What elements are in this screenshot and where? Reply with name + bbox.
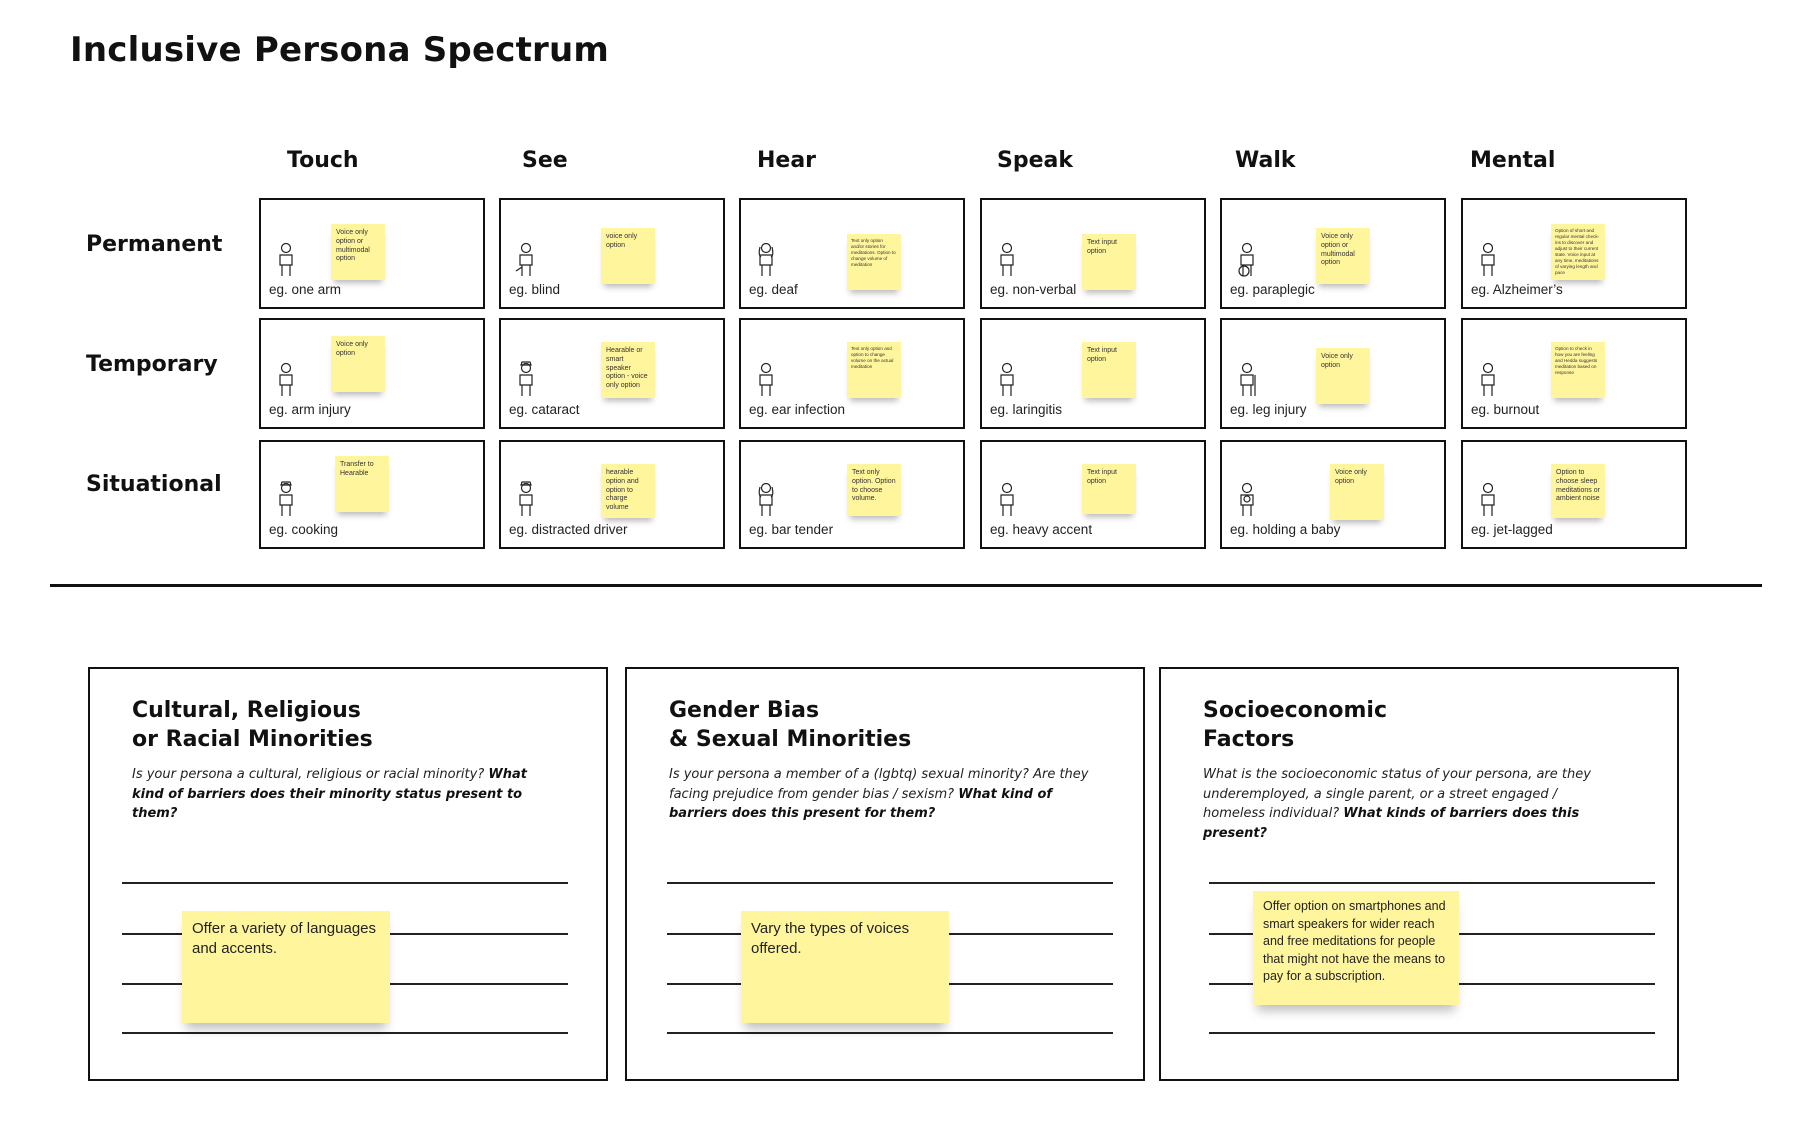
- persona-example: eg. holding a baby: [1230, 522, 1341, 537]
- panel-title-line-1: Gender Bias: [669, 698, 820, 723]
- persona-cell-situational-hear: [739, 440, 965, 549]
- persona-figure-icon: [1475, 481, 1501, 517]
- panel-title-line-2: Factors: [1203, 726, 1295, 752]
- panel-title: [1203, 697, 1643, 754]
- cultural-minorities-panel: [88, 667, 608, 1081]
- answer-line: [1209, 1032, 1655, 1034]
- gender-bias-panel: [625, 667, 1145, 1081]
- sticky-note[interactable]: hearable option and option to charge volume: [601, 464, 655, 518]
- persona-figure-icon: [273, 241, 299, 277]
- panel-title: [132, 697, 572, 754]
- column-header-touch: Touch: [287, 148, 359, 173]
- persona-cell-situational-walk: [1220, 440, 1446, 549]
- persona-example: eg. deaf: [749, 282, 798, 297]
- answer-line: [122, 1032, 568, 1034]
- sticky-note[interactable]: Voice only option: [1330, 464, 1384, 520]
- persona-example: eg. jet-lagged: [1471, 522, 1553, 537]
- persona-cell-permanent-see: [499, 198, 725, 309]
- persona-figure-icon: [273, 481, 299, 517]
- answer-line: [667, 882, 1113, 884]
- persona-cell-temporary-see: [499, 318, 725, 429]
- panel-title: [669, 697, 1109, 754]
- sticky-note[interactable]: Voice only option: [1316, 348, 1370, 404]
- persona-cell-permanent-speak: [980, 198, 1206, 309]
- row-header-situational: Situational: [86, 472, 222, 497]
- panel-prompt-question: Is your persona a cultural, religious or racial minority?: [132, 767, 485, 782]
- column-header-mental: Mental: [1470, 148, 1556, 173]
- persona-example: eg. bar tender: [749, 522, 834, 537]
- column-header-see: See: [522, 148, 568, 173]
- sticky-note[interactable]: Text input option: [1082, 234, 1136, 290]
- panel-prompt-question: What is the socioeconomic status of your persona, are they underemployed, a single parent, or a street engaged / homeless individual?: [1203, 767, 1591, 821]
- persona-cell-permanent-touch: [259, 198, 485, 309]
- persona-cell-situational-speak: [980, 440, 1206, 549]
- persona-figure-icon: [513, 361, 539, 397]
- persona-cell-permanent-walk: [1220, 198, 1446, 309]
- panel-prompt: [669, 765, 1089, 824]
- persona-figure-icon: [1475, 361, 1501, 397]
- persona-example: eg. Alzheimer’s: [1471, 282, 1563, 297]
- persona-cell-temporary-speak: [980, 318, 1206, 429]
- persona-example: eg. arm injury: [269, 402, 351, 417]
- persona-example: eg. laringitis: [990, 402, 1063, 417]
- section-divider: [50, 584, 1762, 587]
- persona-example: eg. ear infection: [749, 402, 846, 417]
- sticky-note[interactable]: Text only option and option to change volume on the actual meditation: [847, 342, 901, 398]
- sticky-note[interactable]: Option of short and regular mental check-ins to discover and adjust to their current state. Voice input at any time, meditations of varying length and pace: [1551, 224, 1605, 280]
- persona-example: eg. cooking: [269, 522, 339, 537]
- persona-cell-temporary-touch: [259, 318, 485, 429]
- column-header-speak: Speak: [997, 148, 1073, 173]
- sticky-note-answer[interactable]: Offer option on smartphones and smart speakers for wider reach and free meditations for people that might not have the means to pay for a subscription.: [1253, 891, 1459, 1005]
- persona-cell-temporary-walk: [1220, 318, 1446, 429]
- persona-example: eg. burnout: [1471, 402, 1540, 417]
- sticky-note[interactable]: Option to check in how you are feeling and Hedda suggests meditation based on response: [1551, 342, 1605, 398]
- persona-cell-situational-touch: [259, 440, 485, 549]
- sticky-note-answer[interactable]: Offer a variety of languages and accents.: [182, 911, 390, 1023]
- answer-line: [122, 882, 568, 884]
- column-header-walk: Walk: [1235, 148, 1296, 173]
- persona-figure-icon: [994, 241, 1020, 277]
- panel-title-line-1: Socioeconomic: [1203, 698, 1388, 723]
- persona-figure-icon: [1234, 481, 1260, 517]
- persona-figure-icon: [513, 481, 539, 517]
- persona-example: eg. non-verbal: [990, 282, 1077, 297]
- page-title: Inclusive Persona Spectrum: [70, 30, 610, 70]
- sticky-note[interactable]: Option to choose sleep meditations or ambient noise: [1551, 464, 1605, 518]
- persona-figure-icon: [994, 481, 1020, 517]
- persona-example: eg. distracted driver: [509, 522, 628, 537]
- persona-figure-icon: [513, 241, 539, 277]
- row-header-temporary: Temporary: [86, 352, 218, 377]
- sticky-note[interactable]: Text input option: [1082, 464, 1136, 514]
- sticky-note[interactable]: Hearable or smart speaker option - voice only option: [601, 342, 655, 398]
- persona-figure-icon: [1475, 241, 1501, 277]
- persona-example: eg. blind: [509, 282, 561, 297]
- persona-cell-temporary-hear: [739, 318, 965, 429]
- persona-figure-icon: [753, 481, 779, 517]
- answer-line: [667, 1032, 1113, 1034]
- persona-figure-icon: [1234, 361, 1260, 397]
- panel-prompt-emphasis: What kind of barriers does this present for them?: [669, 786, 1053, 821]
- persona-figure-icon: [1234, 241, 1260, 277]
- sticky-note-answer[interactable]: Vary the types of voices offered.: [741, 911, 949, 1023]
- persona-figure-icon: [994, 361, 1020, 397]
- persona-cell-permanent-mental: [1461, 198, 1687, 309]
- persona-example: eg. paraplegic: [1230, 282, 1315, 297]
- sticky-note[interactable]: Voice only option: [331, 336, 385, 392]
- persona-example: eg. leg injury: [1230, 402, 1307, 417]
- persona-cell-situational-mental: [1461, 440, 1687, 549]
- persona-example: eg. one arm: [269, 282, 342, 297]
- sticky-note[interactable]: Voice only option or multimodal option: [331, 224, 385, 280]
- sticky-note[interactable]: Transfer to Hearable: [335, 456, 389, 512]
- sticky-note[interactable]: Text input option: [1082, 342, 1136, 398]
- panel-prompt: [1203, 765, 1623, 843]
- sticky-note[interactable]: Text only option. Option to choose volume.: [847, 464, 901, 516]
- sticky-note[interactable]: voice only option: [601, 228, 655, 284]
- socioeconomic-panel: [1159, 667, 1679, 1081]
- panel-prompt-emphasis: What kinds of barriers does this present?: [1203, 806, 1580, 841]
- panel-title-line-1: Cultural, Religious: [132, 698, 361, 723]
- persona-figure-icon: [753, 361, 779, 397]
- sticky-note[interactable]: Voice only option or multimodal option: [1316, 228, 1370, 284]
- panel-title-line-2: & Sexual Minorities: [669, 726, 912, 752]
- persona-example: eg. cataract: [509, 402, 580, 417]
- persona-example: eg. heavy accent: [990, 522, 1093, 537]
- persona-cell-temporary-mental: [1461, 318, 1687, 429]
- persona-figure-icon: [753, 241, 779, 277]
- sticky-note[interactable]: Text only option and/or stories for meditations. Option to change volume of meditation: [847, 234, 901, 290]
- persona-figure-icon: [273, 361, 299, 397]
- panel-title-line-2: or Racial Minorities: [132, 726, 373, 752]
- panel-prompt: [132, 765, 552, 824]
- persona-cell-permanent-hear: [739, 198, 965, 309]
- answer-line: [1209, 882, 1655, 884]
- persona-cell-situational-see: [499, 440, 725, 549]
- column-header-hear: Hear: [757, 148, 817, 173]
- panel-prompt-emphasis: What kind of barriers does their minority status present to them?: [132, 767, 527, 821]
- row-header-permanent: Permanent: [86, 232, 223, 257]
- panel-prompt-question: Is your persona a member of a (lgbtq) sexual minority? Are they facing prejudice from gender bias / sexism?: [669, 767, 1089, 802]
